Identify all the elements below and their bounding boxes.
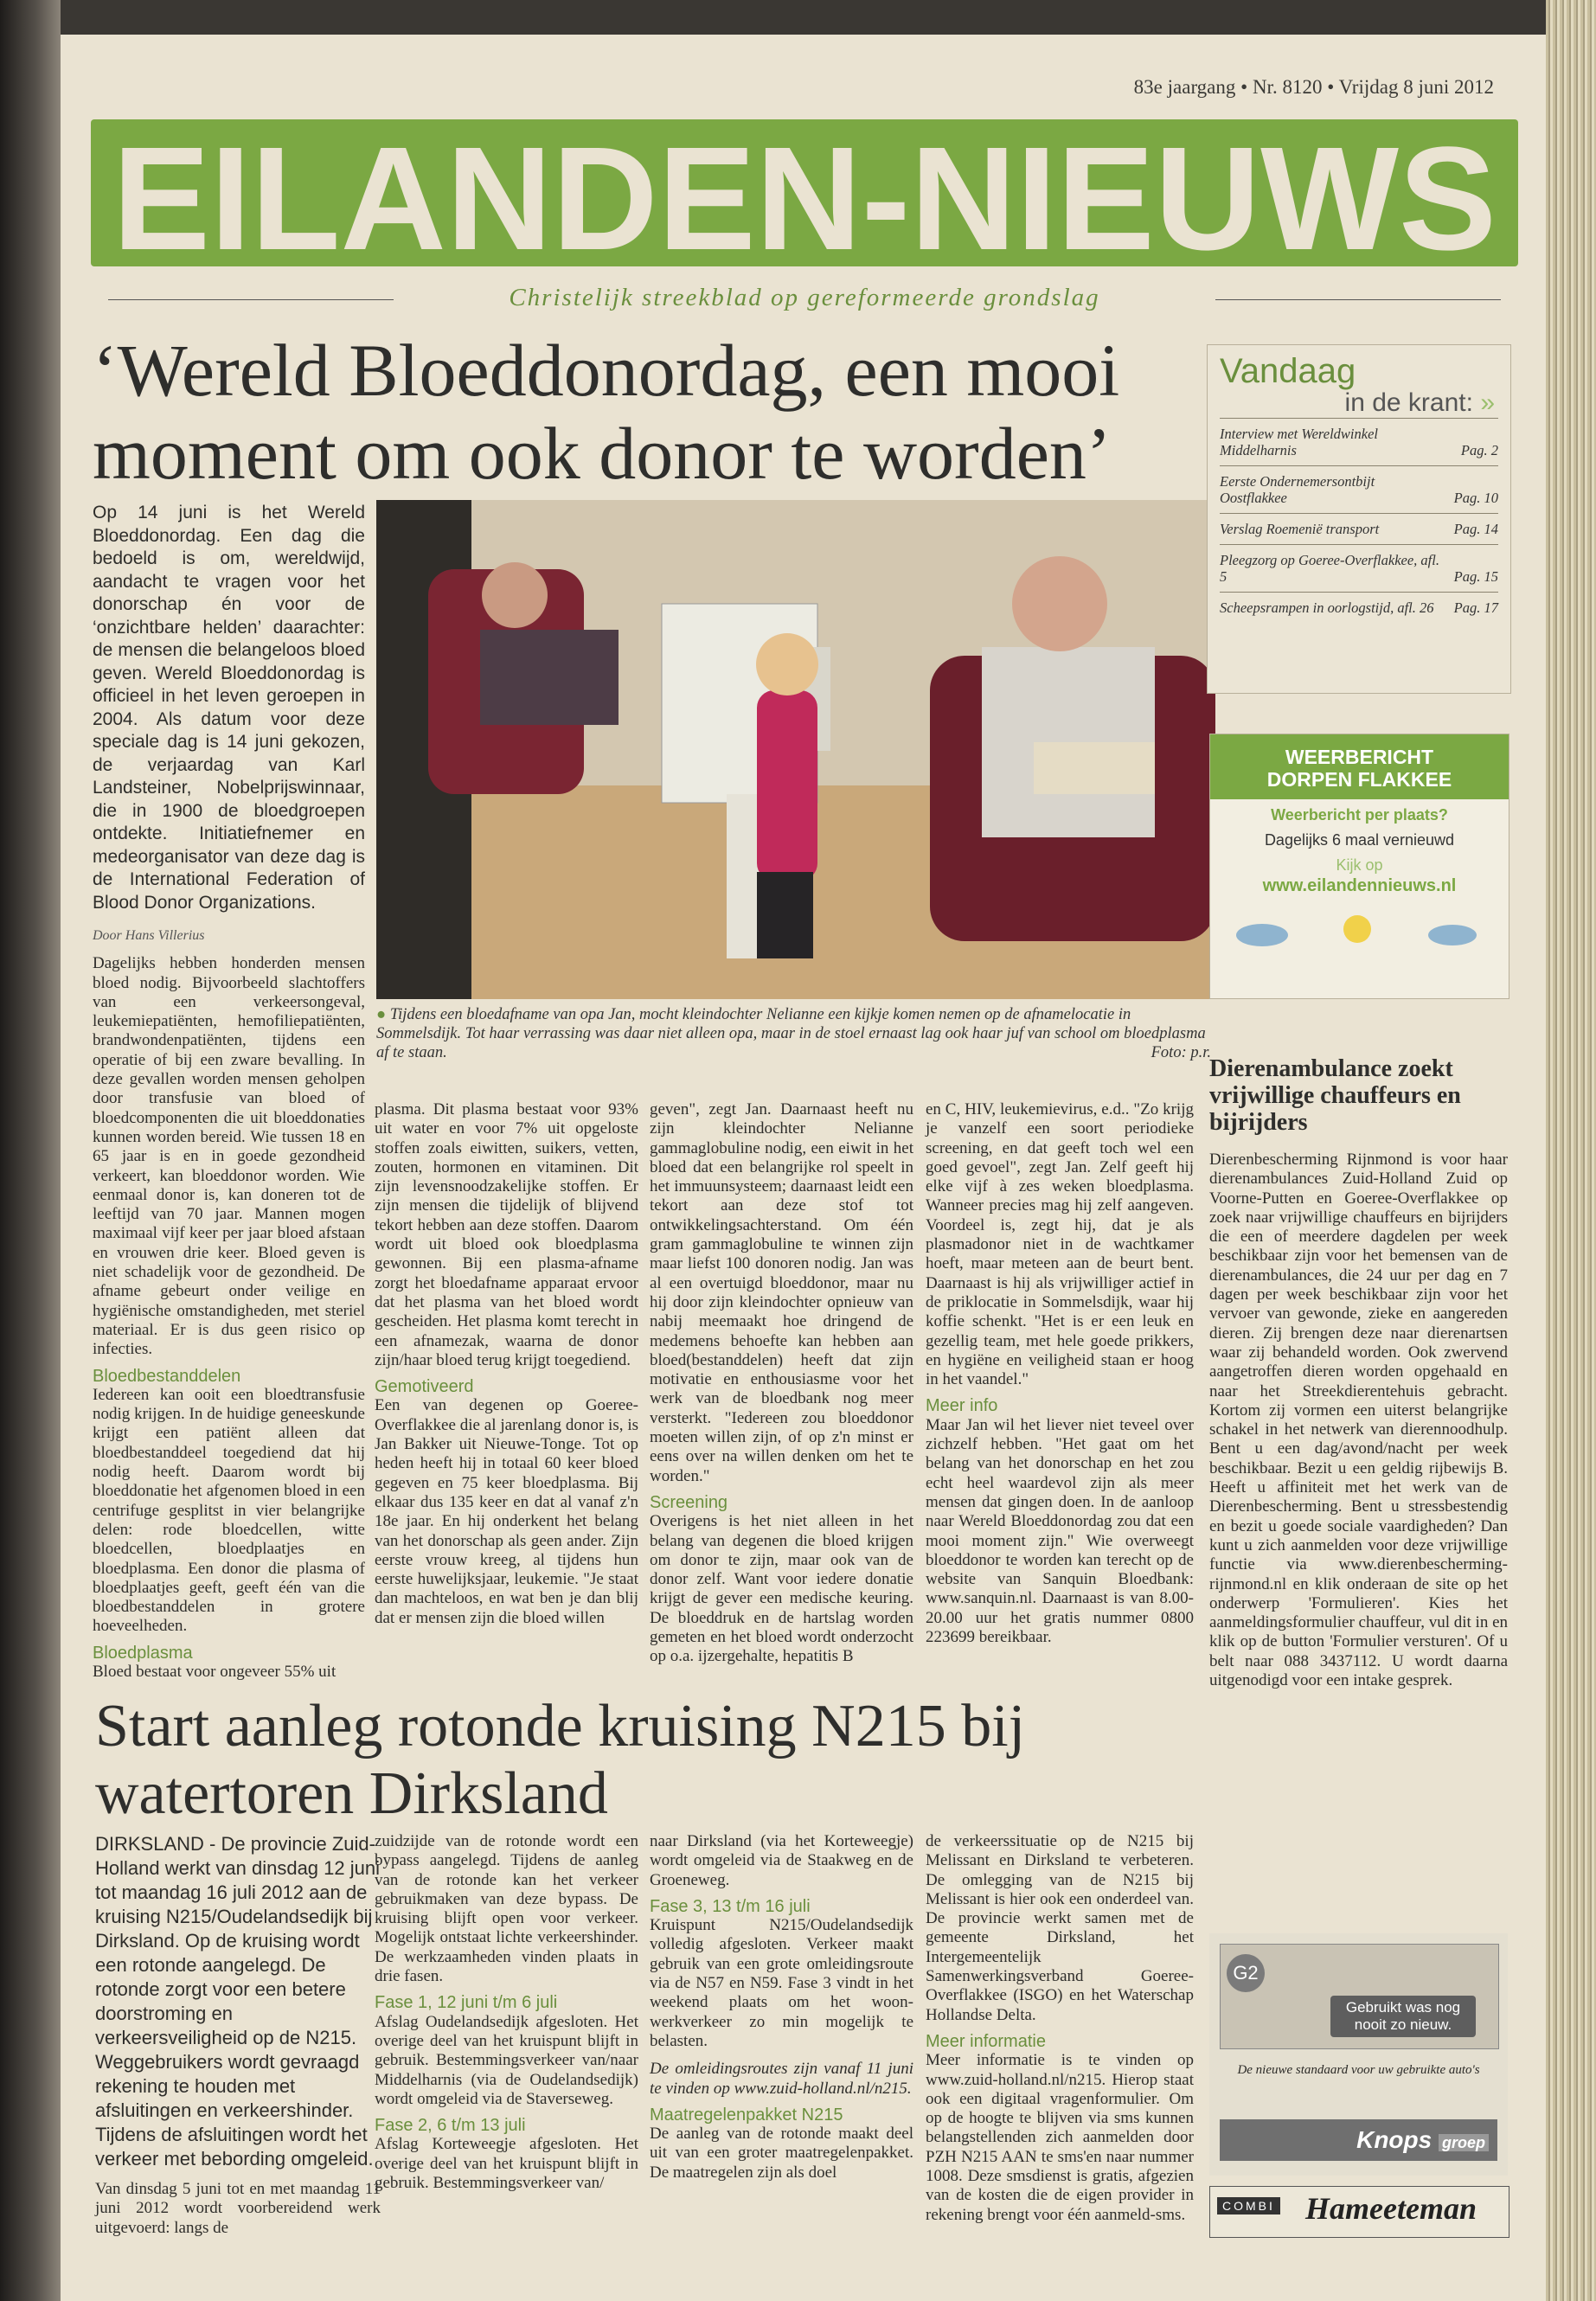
- main-text-3a: geven", zegt Jan. Daarnaast heeft nu zijn kleindochter Nelianne gammaglobuline nodig, een eiwit in het bloed dat een belangrijke rol speelt in het immuunsysteem; daarnaast leidt een tekort aan deze stof tot ontwikkelingsachterstand. Om één gram gammaglobuline te winnen zijn maar liefst 100 donoren nodig. Jan was al een overtuigd bloeddonor, maar nu hij door zijn kleindochter opnieuw van nabij meemaakt hoe dringend de medemens behoefte kan hebben aan bloed(bestanddelen) heeft dat zijn motivatie en enthousiasme voor het werk van de bloedbank nog meer versterkt. "Iedereen zou bloeddonor moeten willen zijn, of op z'n minst er eens over na willen denken om het te worden.": [650, 1100, 913, 1485]
- article-col-2: [375, 1100, 638, 1628]
- sun-icon: [1343, 915, 1371, 943]
- inkrant-subtitle: in de krant: »: [1344, 388, 1495, 417]
- rotonde-lead: DIRKSLAND - De provincie Zuid-Holland werkt van dinsdag 12 juni tot maandag 16 juli 2012 aan de kruising N215/Oudelandsedijk bij Dirksland. Op de kruising wordt een rotonde aangelegd. De rotonde zorgt voor een betere doorstroming en verkeersveiligheid op de N215. Weggebruikers wordt gevraagd rekening te houden met afsluitingen en verkeershinder. Tijdens de afsluitingen wordt het verkeer met bebording omgeleid.: [95, 1833, 380, 2170]
- weather-url[interactable]: www.eilandennieuws.nl: [1262, 876, 1457, 895]
- rotonde-col-4: [926, 1832, 1194, 2225]
- rotonde-text-3a: naar Dirksland (via het Korteweegje) wordt omgeleid via de Staakweg en de Groeneweg.: [650, 1832, 913, 1889]
- dieren-text: Dierenbescherming Rijnmond is voor haar dierenambulances Zuid-Holland Zuid op Voorne-Putten en Goeree-Overflakkee op zoek naar vrijwillige chauffeurs en bijrijders die een of meerdere dagdelen per week beschikbaar zijn voor het bemensen van de dierenambulances, die 24 uur per dag en 7 dagen per week beschikbaar zijn voor het vervoer van gewonde, zieke en aangereden dieren. Zij brengen deze naar dierenartsen waar zij behandeld worden. Ook zwervend aangetroffen dieren worden opgehaald en naar het Streekdierentehuis gebracht. Kortom zij vormen een uiterst belangrijke schakel in het netwerk van dierennoodhulp. Bent u een dag/avond/nacht per week beschikbaar. Bezit u een geldig rijbewijs B. Heeft u affiniteit met het werk van de Dierenbescherming. Bent u stressbestendig en bezit u goede sociale vaardigheden? Dan kunt u zich aanmelden voor deze vrijwillige functie via www.dierenbescherming-rijnmond.nl en klik onderaan de site op het onderwerp 'Formulieren'. Kies het aanmeldingsformulier chauffeur, vul dit in en klik op de button 'Formulier versturen'. Of u belt naar 088 3437112. U wordt daarna uitgenodigd voor een intake gesprek.: [1209, 1150, 1509, 1690]
- subhead-fase-2: Fase 2, 6 t/m 13 juli: [375, 2116, 526, 2136]
- main-text-2a: plasma. Dit plasma bestaat voor 93% uit water en voor 7% uit opgeloste stoffen zoals eiwitten, suikers, vetten, zouten, hormonen en vitaminen. Dit zijn levensnoodzakelijke stoffen. Er zijn mensen die tijdelijk of blijvend tekort hebben aan deze stoffen. Daarom wordt uit bloed ook bloedplasma gewonnen. Bij een plasma-afname zorgt het bloedafname apparaat ervoor dat het plasma van het bloed wordt gescheiden. Het plasma komt terecht in een afnamezak, waarna de donor zijn/haar bloed terug krijgt toegediend.: [375, 1100, 638, 1369]
- subhead-bloedplasma: Bloedplasma: [93, 1643, 193, 1663]
- article-col-4: [926, 1100, 1194, 1647]
- rotonde-text-3d: De aanleg van de rotonde maakt deel uit van een groter maatregelenpakket. De maatregelen zijn als doel: [650, 2125, 913, 2182]
- subhead-fase-1: Fase 1, 12 juni t/m 6 juli: [375, 1993, 558, 2013]
- rotonde-lead-2: Van dinsdag 5 juni tot en met maandag 11 juni 2012 wordt voorbereidend werk uitgevoerd: langs de: [95, 2180, 381, 2237]
- donor-photo: [376, 500, 1215, 999]
- weather-icons: [1210, 896, 1509, 957]
- subhead-meer-informatie: Meer informatie: [926, 2031, 1046, 2051]
- g2-advertisement[interactable]: [1209, 1933, 1508, 2176]
- combi-logo: COMBI: [1217, 2197, 1280, 2214]
- cloud-icon: [1236, 924, 1288, 946]
- weather-box: [1209, 734, 1509, 999]
- toc-item[interactable]: Pleegzorg op Goeree-Overflakkee, afl. 5 Pag. 15: [1220, 544, 1498, 592]
- rotonde-headline: Start aanleg rotonde kruising N215 bij watertoren Dirksland: [95, 1693, 1026, 1827]
- subhead-bloedbestanddelen: Bloedbestanddelen: [93, 1366, 241, 1386]
- rotonde-text-3c: De omleidingsroutes zijn vanaf 11 juni te vinden op www.zuid-holland.nl/n215.: [650, 2060, 913, 2098]
- article-col-3: [650, 1100, 913, 1667]
- weather-line-3: Kijk op: [1336, 856, 1383, 874]
- weather-line-1: Weerbericht per plaats?: [1271, 806, 1448, 824]
- main-text-3b: Overigens is het niet alleen in het belang van degenen die bloed krijgen om donor te zijn, maar ook van de donor zelf. Want voor iedere donatie krijgt de gever een medische keuring. De bloeddruk en de hartslag worden gemeten en het bloed wordt onderzocht op o.a. ijzergehalte, hepatitis B: [650, 1512, 913, 1666]
- main-text-4b: Maar Jan wil het liever niet teveel over zichzelf hebben. "Het gaat om het belang van het donorschap en het zou echt heel waardevol zijn als meer mensen dat gingen doen. In de aanloop naar Wereld Bloeddonordag zou dat een mooi moment zijn." Wie overweegt bloeddonor te worden kan terecht op de website van Sanquin Bloedbank: www.sanquin.nl. Daarnaast is van 8.00-20.00 uur het gratis nummer 0800 223699 bereikbaar.: [926, 1415, 1194, 1647]
- hameeteman-logo: Hameeteman: [1305, 2191, 1477, 2226]
- rotonde-col-1: [95, 1832, 381, 2238]
- subhead-gemotiveerd: Gemotiveerd: [375, 1377, 474, 1397]
- rotonde-text-3b: Kruispunt N215/Oudelandsedijk volledig afgesloten. Verkeer maakt gebruik van een grote omleidingsroute via de N57 en N59. Fase 3 vindt in het weekend plaats om het woon-werkverkeer zo min mogelijk te belasten.: [650, 1916, 913, 2050]
- g2-logo: G2: [1227, 1954, 1265, 1992]
- subhead-screening: Screening: [650, 1492, 728, 1512]
- cloud-sun-icon: [1428, 925, 1477, 945]
- hameeteman-advertisement[interactable]: [1209, 2186, 1509, 2238]
- tagline: Christelijk streekblad op gereformeerde grondslag: [91, 284, 1518, 312]
- subhead-fase-3: Fase 3, 13 t/m 16 juli: [650, 1896, 811, 1916]
- binder-edge: [1546, 0, 1596, 2301]
- main-text-1b: Iedereen kan ooit een bloedtransfusie nodig krijgen. In de huidige geneeskunde krijgt een patiënt alleen dat bloedbestanddeel toegediend dat hij nodig heeft. Daarom wordt bij bloeddonatie het afgenomen bloed in een centrifuge gesplitst in vier belangrijke delen: rode bloedcellen, witte bloedcellen, bloedplaatjes en bloedplasma. Een donor die plasma of bloedplaatjes geeft, geeft één van die bloedbestanddelen in grotere hoeveelheden.: [93, 1385, 365, 1636]
- main-lead: Op 14 juni is het Wereld Bloeddonordag. Een dag die bedoeld is om, wereldwijd, aandacht te vragen voor het donorschap én voor de ‘onzichtbare helden’ daarachter: de mensen die belangeloos bloed geven. Wereld Bloeddonordag is officieel in het leven geroepen in 2004. Als datum voor deze speciale dag is 14 juni gekozen, de verjaardag van Karl Landsteiner, Nobelprijswinnaar, die in 1900 de bloedgroepen ontdekte. Initiatiefnemer en medeorganisator van deze dag is de International Federation of Blood Donor Organizations.: [93, 503, 365, 913]
- main-text-2b: Een van degenen op Goeree-Overflakkee die al jarenlang donor is, is Jan Bakker uit Nieuwe-Tonge. Tot op heden heeft hij in totaal 60 keer bloed gegeven en 75 keer bloedplasma. Bij elkaar dus 135 keer en dat al vanaf z'n 18e jaar. En hij onderkent het belang van het donorschap als geen ander. Zijn eerste vrouw kreeg, al tijdens hun eerste huwelijksjaar, leukemie. "Je staat dan machteloos, en wat ben je dan blij dat er mensen zijn die bloed willen: [375, 1396, 638, 1627]
- rotonde-col-2: [375, 1832, 638, 2193]
- photo-caption: [376, 1005, 1211, 1062]
- dieren-headline: Dierenambulance zoekt vrijwillige chauffeurs en bijrijders: [1209, 1055, 1461, 1136]
- rotonde-col-3: [650, 1832, 913, 2182]
- main-text-4a: en C, HIV, leukemievirus, e.d.. "Zo krijg je vanzelf een soort periodieke screening, en dat geeft toch wel een goed gevoel", zegt Jan. Zelf geeft hij elke vijf à zes weken bloedplasma. Wanneer precies mag hij zelf aangeven. Voordeel is, zegt hij, dat je als plasmadonor niet in de wachtkamer hoeft, maar meteen aan de beurt bent. Daarnaast is hij als vrijwilliger actief in de priklocatie in Sommelsdijk, waar hij koffie schenkt. "Het is er een leuk en gezellig team, met hele goede prikkers, en hygiëne en veiligheid staan er hoog in het vaandel.": [926, 1100, 1194, 1389]
- caption-text: Tijdens een bloedafname van opa Jan, mocht kleindochter Nelianne een kijkje komen nemen op de afnamelocatie in Sommelsdijk. Tot haar verrassing was daar niet alleen opa, maar in de stoel ernaast lag ook haar juf van school om bloedplasma af te staan.: [376, 1006, 1206, 1061]
- rotonde-text-4a: de verkeerssituatie op de N215 bij Melissant en Dirksland te verbeteren. De omlegging van de N215 bij Melissant is hier ook een onderdeel van. De provincie werkt samen met de gemeente Dirksland, het Intergemeentelijk Samenwerkingsverband Goeree-Overflakkee (ISGO) en het Waterschap Hollandse Delta.: [926, 1832, 1194, 2024]
- article-col-1: [93, 502, 365, 1682]
- toc-item[interactable]: Eerste Ondernemersontbijt Oostflakkee Pag. 10: [1220, 465, 1498, 513]
- newspaper-page: [61, 35, 1546, 2301]
- vandaag-in-de-krant: [1207, 344, 1511, 694]
- subhead-meer-info: Meer info: [926, 1396, 998, 1416]
- toc-item[interactable]: Interview met Wereldwinkel Middelharnis Pag. 2: [1220, 418, 1498, 465]
- rotonde-text-2a: zuidzijde van de rotonde wordt een bypass aangelegd. Tijdens de aanleg van de rotonde kan het verkeer gebruikmaken van deze bypass. De kruising blijft open voor verkeer. Mogelijk ontstaat lichte verkeershinder. De werkzaamheden vinden plaats in drie fasen.: [375, 1832, 638, 1986]
- vandaag-title: Vandaag: [1220, 352, 1356, 390]
- issue-meta: 83e jaargang • Nr. 8120 • Vrijdag 8 juni 2012: [1133, 76, 1494, 98]
- ad-tagline: De nieuwe standaard voor uw gebruikte auto's: [1237, 2063, 1480, 2077]
- masthead-logo: [91, 119, 1518, 266]
- g2-slogan: Gebruikt was nog nooit zo nieuw.: [1330, 1996, 1476, 2037]
- rotonde-text-2c: Afslag Korteweegje afgesloten. Het overige deel van het kruispunt blijft in gebruik. Bestemmingsverkeer van/: [375, 2135, 638, 2193]
- main-text-1a: Dagelijks hebben honderden mensen bloed nodig. Bijvoorbeeld slachtoffers van een verkeersongeval, leukemiepatiënten, hemofiliepatiënten, brandwondenpatiënten, tijdens een operatie of bij een zware bevalling. In deze gevallen worden mensen geholpen door transfusie van bloed of bloedcomponenten die uit bloeddonaties kunnen worden bereid. Wie tussen 18 en 65 jaar is en in goede gezondheid verkeert, kan bloeddonor worden. Wie eenmaal donor is, kan doneren tot de leeftijd van 70 jaar. Mannen mogen maximaal vijf keer per jaar bloed afstaan en vrouwen drie keer. Bloed geven is niet schadelijk voor de gezondheid. De afname gebeurt onder veilige en hygiënische omstandigheden, met steriel materiaal. Er is dus geen risico op infecties.: [93, 954, 365, 1359]
- masthead-logo-text: EILANDEN-NIEUWS: [112, 119, 1497, 266]
- book-spine: [0, 0, 61, 2301]
- rotonde-text-4b: Meer informatie is te vinden op www.zuid-holland.nl/n215. Hierop staat ook een digitaal vragenformulier. Om op de hoogte te blijven via sms kunnen belangstellenden zich aanmelden door PZH N215 AAN te sms'en naar nummer 1008. Deze smsdienst is gratis, afgezien van de kosten die de eigen provider in rekening brengt voor één aanmeld-sms.: [926, 2051, 1194, 2224]
- caption-bullet: ●: [376, 1006, 390, 1023]
- toc-item[interactable]: Verslag Roemenië transport Pag. 14: [1220, 513, 1498, 544]
- byline: Door Hans Villerius: [93, 928, 205, 943]
- weather-line-2: Dagelijks 6 maal vernieuwd: [1264, 831, 1455, 849]
- photo-credit: Foto: p.r.: [1151, 1044, 1211, 1061]
- weather-header: WEERBERICHT DORPEN FLAKKEE: [1210, 734, 1509, 799]
- main-text-1c: Bloed bestaat voor ongeveer 55% uit: [93, 1662, 337, 1681]
- main-headline: ‘Wereld Bloeddonordag, een mooi moment om ook donor te worden’: [93, 329, 1120, 495]
- arrows-icon: »: [1480, 388, 1495, 417]
- toc-item[interactable]: Scheepsrampen in oorlogstijd, afl. 26 Pag. 17: [1220, 592, 1498, 623]
- rotonde-text-2b: Afslag Oudelandsedijk afgesloten. Het overige deel van het kruispunt blijft in gebruik. Bestemmingsverkeer van/naar Middelharnis (via de Oudelandsedijk) wordt omgeleid via de Staverseweg.: [375, 2012, 638, 2108]
- knops-logo: Knops groep: [1220, 2119, 1497, 2161]
- subhead-maatregelen: Maatregelenpakket N215: [650, 2105, 843, 2125]
